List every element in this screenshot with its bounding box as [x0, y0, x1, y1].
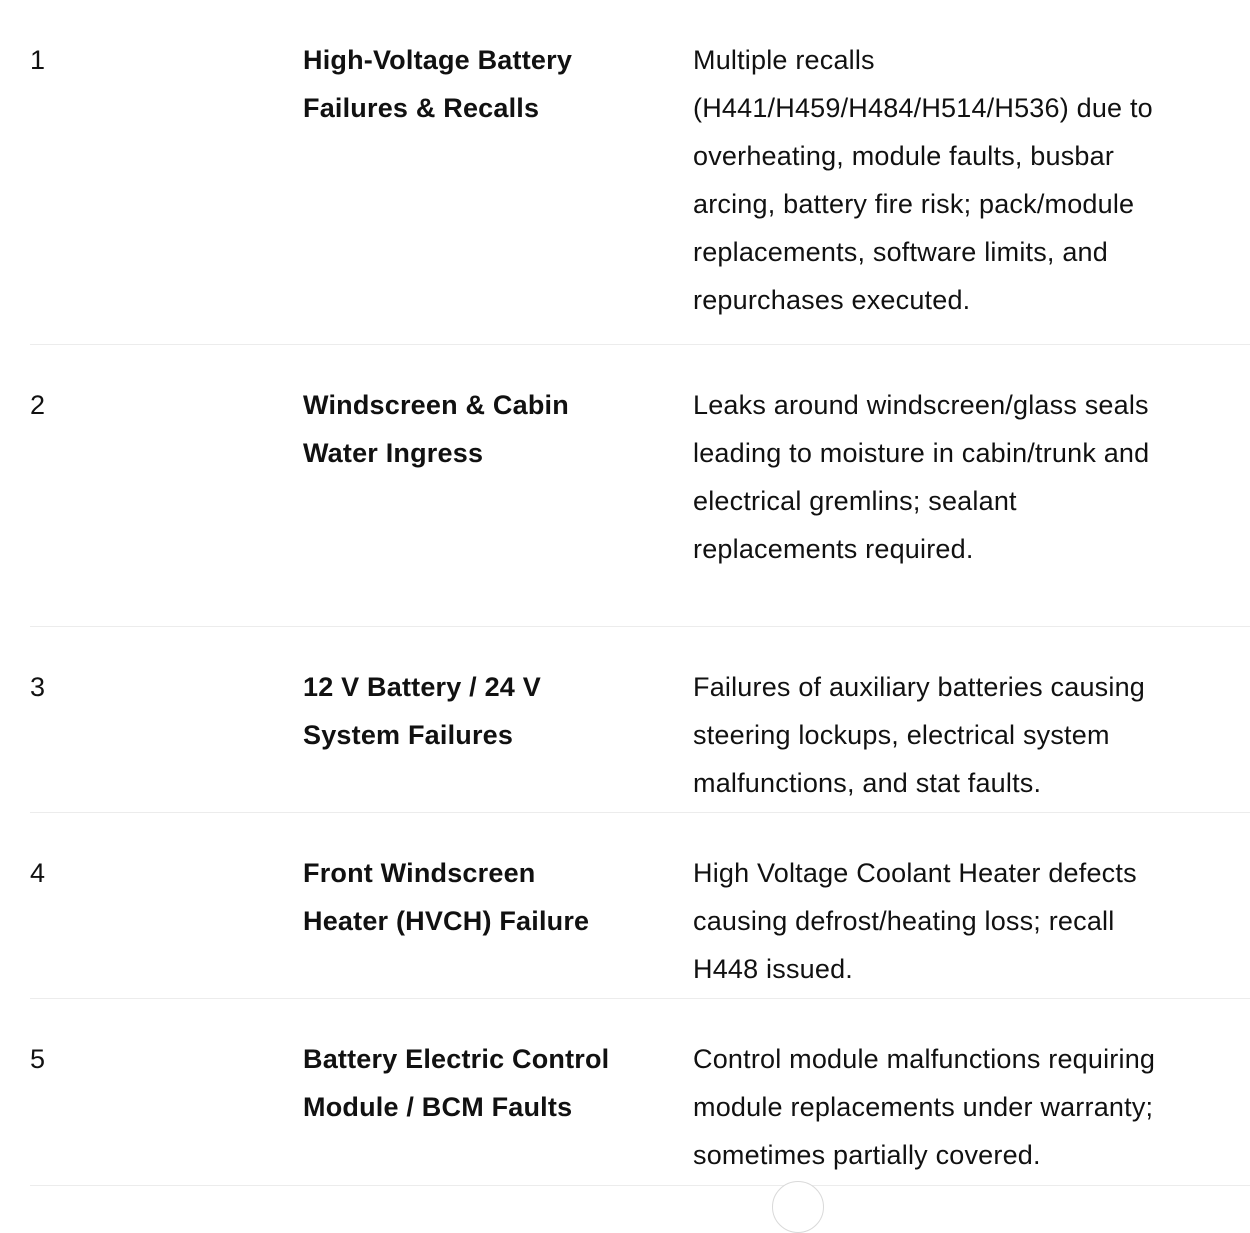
issue-description-line: malfunctions, and stat faults.: [693, 768, 1042, 798]
issue-description-line: replacements, software limits, and: [693, 237, 1108, 267]
issue-description-line: overheating, module faults, busbar: [693, 141, 1115, 171]
issue-description-line: repurchases executed.: [693, 285, 971, 315]
table-row: [30, 345, 1250, 627]
scroll-down-button[interactable]: [772, 1181, 824, 1233]
issue-title-line: Module / BCM Faults: [303, 1092, 573, 1122]
issue-title: [303, 849, 653, 945]
row-number: 2: [30, 390, 46, 420]
issue-title-line: Heater (HVCH) Failure: [303, 906, 590, 936]
issue-description: [693, 1035, 1233, 1179]
issue-title-line: Front Windscreen: [303, 858, 536, 888]
row-number: 1: [30, 45, 46, 75]
issue-description-line: leading to moisture in cabin/trunk and: [693, 438, 1150, 468]
issue-description-line: H448 issued.: [693, 954, 853, 984]
issue-title-line: Failures & Recalls: [303, 93, 540, 123]
table-row: [30, 813, 1250, 999]
row-number: 5: [30, 1044, 46, 1074]
issue-description: [693, 36, 1233, 324]
row-number: 3: [30, 672, 46, 702]
issue-title-line: High-Voltage Battery: [303, 45, 573, 75]
issue-title-line: Water Ingress: [303, 438, 484, 468]
issue-description-line: module replacements under warranty;: [693, 1092, 1154, 1122]
issue-description-line: (H441/H459/H484/H514/H536) due to: [693, 93, 1153, 123]
row-number: 4: [30, 858, 46, 888]
issue-description-line: Multiple recalls: [693, 45, 875, 75]
table-row: [30, 999, 1250, 1186]
issue-description-line: Leaks around windscreen/glass seals: [693, 390, 1149, 420]
issue-description: [693, 381, 1233, 573]
issue-description: [693, 663, 1233, 807]
issue-description-line: steering lockups, electrical system: [693, 720, 1110, 750]
table-row: [30, 0, 1250, 345]
issue-description-line: sometimes partially covered.: [693, 1140, 1041, 1170]
issue-description-line: electrical gremlins; sealant: [693, 486, 1017, 516]
issue-description-line: High Voltage Coolant Heater defects: [693, 858, 1137, 888]
issue-title-line: System Failures: [303, 720, 514, 750]
issue-description-line: arcing, battery fire risk; pack/module: [693, 189, 1135, 219]
issue-description-line: causing defrost/heating loss; recall: [693, 906, 1115, 936]
issue-title-line: Battery Electric Control: [303, 1044, 610, 1074]
issue-title-line: 12 V Battery / 24 V: [303, 672, 541, 702]
issue-title: [303, 663, 653, 759]
issue-description-line: replacements required.: [693, 534, 974, 564]
table-row: [30, 627, 1250, 813]
issue-title: [303, 381, 653, 477]
issue-title: [303, 1035, 653, 1131]
issue-description-line: Control module malfunctions requiring: [693, 1044, 1156, 1074]
issue-description-line: Failures of auxiliary batteries causing: [693, 672, 1146, 702]
issue-description: [693, 849, 1233, 993]
issue-title-line: Windscreen & Cabin: [303, 390, 569, 420]
issues-table: [30, 0, 1250, 1186]
issue-title: [303, 36, 653, 132]
